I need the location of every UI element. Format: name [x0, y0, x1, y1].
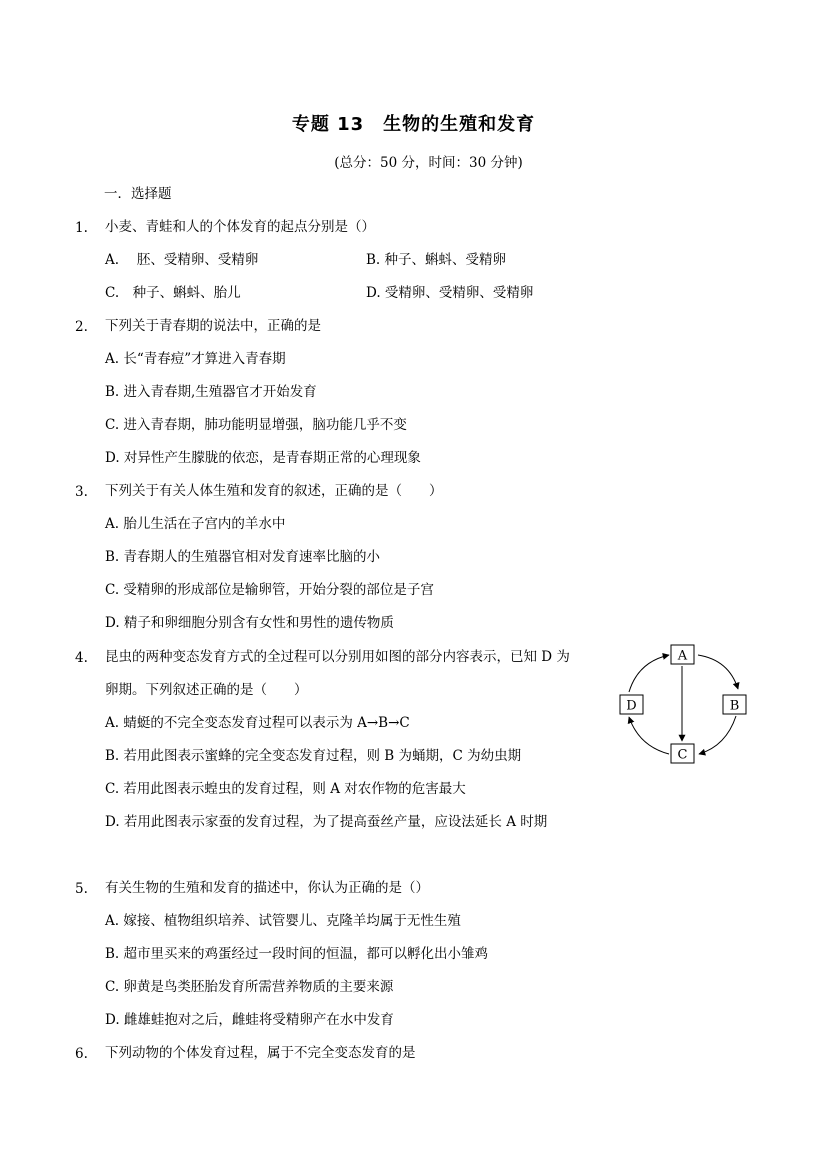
question-stem-line2: 卵期。下列叙述正确的是（ ） [105, 682, 308, 698]
option-c: C. 若用此图表示蝗虫的发育过程，则 A 对农作物的危害最大 [105, 781, 466, 797]
arrow-d-to-a [629, 655, 669, 692]
node-b-label: B [729, 698, 740, 714]
option-d: D. 受精卵、受精卵、受精卵 [366, 285, 534, 301]
life-cycle-diagram [612, 638, 762, 770]
node-b [723, 695, 746, 714]
node-c [671, 744, 694, 763]
node-d-label: D [626, 698, 637, 714]
node-a-label: A [677, 648, 688, 664]
option-a: A. 蜻蜓的不完全变态发育过程可以表示为 A→B→C [105, 715, 410, 731]
option-b: B. 种子、蝌蚪、受精卵 [366, 252, 507, 268]
question-number: 2. [75, 319, 88, 335]
option-c: C. 种子、蝌蚪、胎儿 [105, 285, 241, 301]
option-a: A. 胚、受精卵、受精卵 [105, 252, 259, 268]
node-c-label: C [677, 747, 688, 763]
option-d: D. 雌雄蛙抱对之后，雌蛙将受精卵产在水中发育 [105, 1012, 394, 1028]
exam-info: (总分：50 分，时间：30 分钟) [334, 155, 523, 171]
question-number: 6. [75, 1046, 88, 1062]
option-a: A. 胎儿生活在子宫内的羊水中 [105, 516, 286, 532]
question-stem: 下列关于青春期的说法中，正确的是 [105, 318, 321, 334]
arrow-b-to-c [699, 716, 736, 754]
question-stem-line1: 昆虫的两种变态发育方式的全过程可以分别用如图的部分内容表示，已知 D 为 [105, 649, 570, 665]
option-c: C. 受精卵的形成部位是输卵管，开始分裂的部位是子宫 [105, 582, 434, 598]
option-c: C. 进入青春期，肺功能明显增强，脑功能几乎不变 [105, 417, 407, 433]
option-d: D. 若用此图表示家蚕的发育过程，为了提高蚕丝产量，应设法延长 A 时期 [105, 814, 548, 830]
option-d: D. 精子和卵细胞分别含有女性和男性的遗传物质 [105, 615, 394, 631]
question-stem: 下列关于有关人体生殖和发育的叙述，正确的是（ ） [105, 483, 443, 499]
question-stem: 下列动物的个体发育过程，属于不完全变态发育的是 [105, 1045, 416, 1061]
question-number: 5. [75, 881, 88, 897]
arrow-a-to-b [698, 655, 738, 689]
question-stem: 有关生物的生殖和发育的描述中，你认为正确的是（） [105, 880, 429, 896]
option-c: C. 卵黄是鸟类胚胎发育所需营养物质的主要来源 [105, 979, 394, 995]
option-d: D. 对异性产生朦胧的依恋，是青春期正常的心理现象 [105, 450, 421, 466]
option-b: B. 超市里买来的鸡蛋经过一段时间的恒温，都可以孵化出小雏鸡 [105, 946, 489, 962]
section-label: 一．选择题 [104, 186, 172, 202]
question-number: 4. [75, 650, 88, 666]
question-number: 1. [75, 220, 88, 236]
option-a: A. 嫁接、植物组织培养、试管婴儿、克隆羊均属于无性生殖 [105, 913, 461, 929]
question-stem: 小麦、青蛙和人的个体发育的起点分别是（） [105, 219, 375, 235]
page-title: 专题 13 生物的生殖和发育 [291, 114, 536, 135]
option-b: B. 进入青春期,生殖器官才开始发育 [105, 384, 317, 400]
node-d [620, 695, 643, 714]
option-b: B. 若用此图表示蜜蜂的完全变态发育过程，则 B 为蛹期，C 为幼虫期 [105, 748, 522, 764]
option-b: B. 青春期人的生殖器官相对发育速率比脑的小 [105, 549, 381, 565]
node-a [671, 645, 694, 664]
arrow-c-to-d [629, 717, 669, 754]
question-number: 3. [75, 484, 88, 500]
option-a: A. 长“青春痘”才算进入青春期 [105, 351, 286, 367]
